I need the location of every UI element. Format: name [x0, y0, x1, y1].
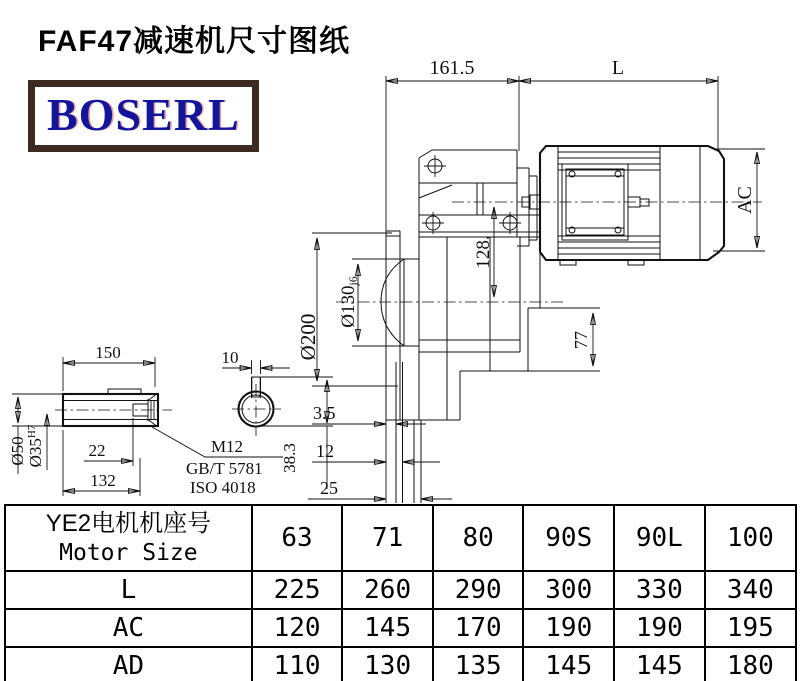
dim-value-cell: 145 — [342, 609, 433, 647]
standard-gb: GB/T 5781 — [186, 459, 263, 478]
dim-bore: $Ø35^{H7}$ — [26, 424, 45, 468]
dim-L: L — [611, 57, 625, 79]
dim-value-cell: 260 — [342, 571, 433, 609]
dim-value-cell: 145 — [523, 647, 614, 681]
size-col-header: 63 — [252, 505, 343, 571]
dim-value-cell: 190 — [523, 609, 614, 647]
dim-spigot: Ø130j6 — [338, 276, 360, 328]
table-header-cell — [5, 505, 252, 571]
dim-row-label: L — [5, 571, 252, 609]
dim-flange-od: Ø200 — [296, 313, 320, 361]
brand-logo — [28, 80, 259, 152]
dim-center-distance: 128. — [473, 235, 494, 269]
ac-dimension — [713, 149, 765, 251]
lower-dimensions — [261, 362, 452, 503]
size-col-header: 90L — [614, 505, 705, 571]
dim-value-cell: 300 — [523, 571, 614, 609]
dim-value-cell: 340 — [705, 571, 796, 609]
center-lines — [55, 202, 762, 436]
dim-row-label: AD — [5, 647, 252, 681]
brand-logo-text: BOSERL — [47, 89, 240, 140]
header-line-en: Motor Size — [59, 540, 198, 566]
size-col-header: 90S — [523, 505, 614, 571]
motor-assembly — [522, 146, 724, 265]
size-col-header: 71 — [342, 505, 433, 571]
dim-value-cell: 195 — [705, 609, 796, 647]
dim-3-5: 3.5 — [313, 403, 336, 423]
dim-value-cell: 225 — [252, 571, 343, 609]
dim-value-cell: 130 — [342, 647, 433, 681]
dim-value-cell: 290 — [433, 571, 524, 609]
header-line-cn: YE2电机机座号 — [45, 510, 212, 537]
bolt-hole-top — [424, 155, 446, 177]
dim-value-cell: 330 — [614, 571, 705, 609]
dim-row-label: AC — [5, 609, 252, 647]
thread-callout: M12 — [210, 437, 244, 456]
dim-value-cell: 170 — [433, 609, 524, 647]
motor-size-table — [4, 504, 797, 681]
dim-value-cell: 110 — [252, 647, 343, 681]
size-col-header: 80 — [433, 505, 524, 571]
size-col-header: 100 — [705, 505, 796, 571]
dim-value-cell: 135 — [433, 647, 524, 681]
dim-value-cell: 120 — [252, 609, 343, 647]
dim-AC: AC — [734, 186, 756, 214]
dim-50: Ø50 — [8, 436, 27, 466]
gearbox-housing — [400, 150, 600, 420]
dim-132: 132 — [90, 471, 116, 490]
dim-22: 22 — [88, 441, 106, 460]
dim-value-cell: 180 — [705, 647, 796, 681]
dim-value-cell: 145 — [614, 647, 705, 681]
dim-77: 77 — [571, 331, 591, 349]
dim-38-3: 38.3 — [280, 443, 299, 473]
dim-value-cell: 190 — [614, 609, 705, 647]
dim-161-5: 161.5 — [429, 57, 475, 79]
page-title: FAF47减速机尺寸图纸 — [38, 25, 351, 58]
top-dimensions — [386, 57, 718, 231]
standard-iso: ISO 4018 — [190, 478, 256, 497]
flange-dimensions — [296, 207, 593, 386]
dim-150: 150 — [95, 343, 121, 362]
dim-25: 25 — [320, 478, 338, 498]
dim-12: 12 — [316, 441, 334, 461]
dim-10: 10 — [221, 348, 239, 367]
